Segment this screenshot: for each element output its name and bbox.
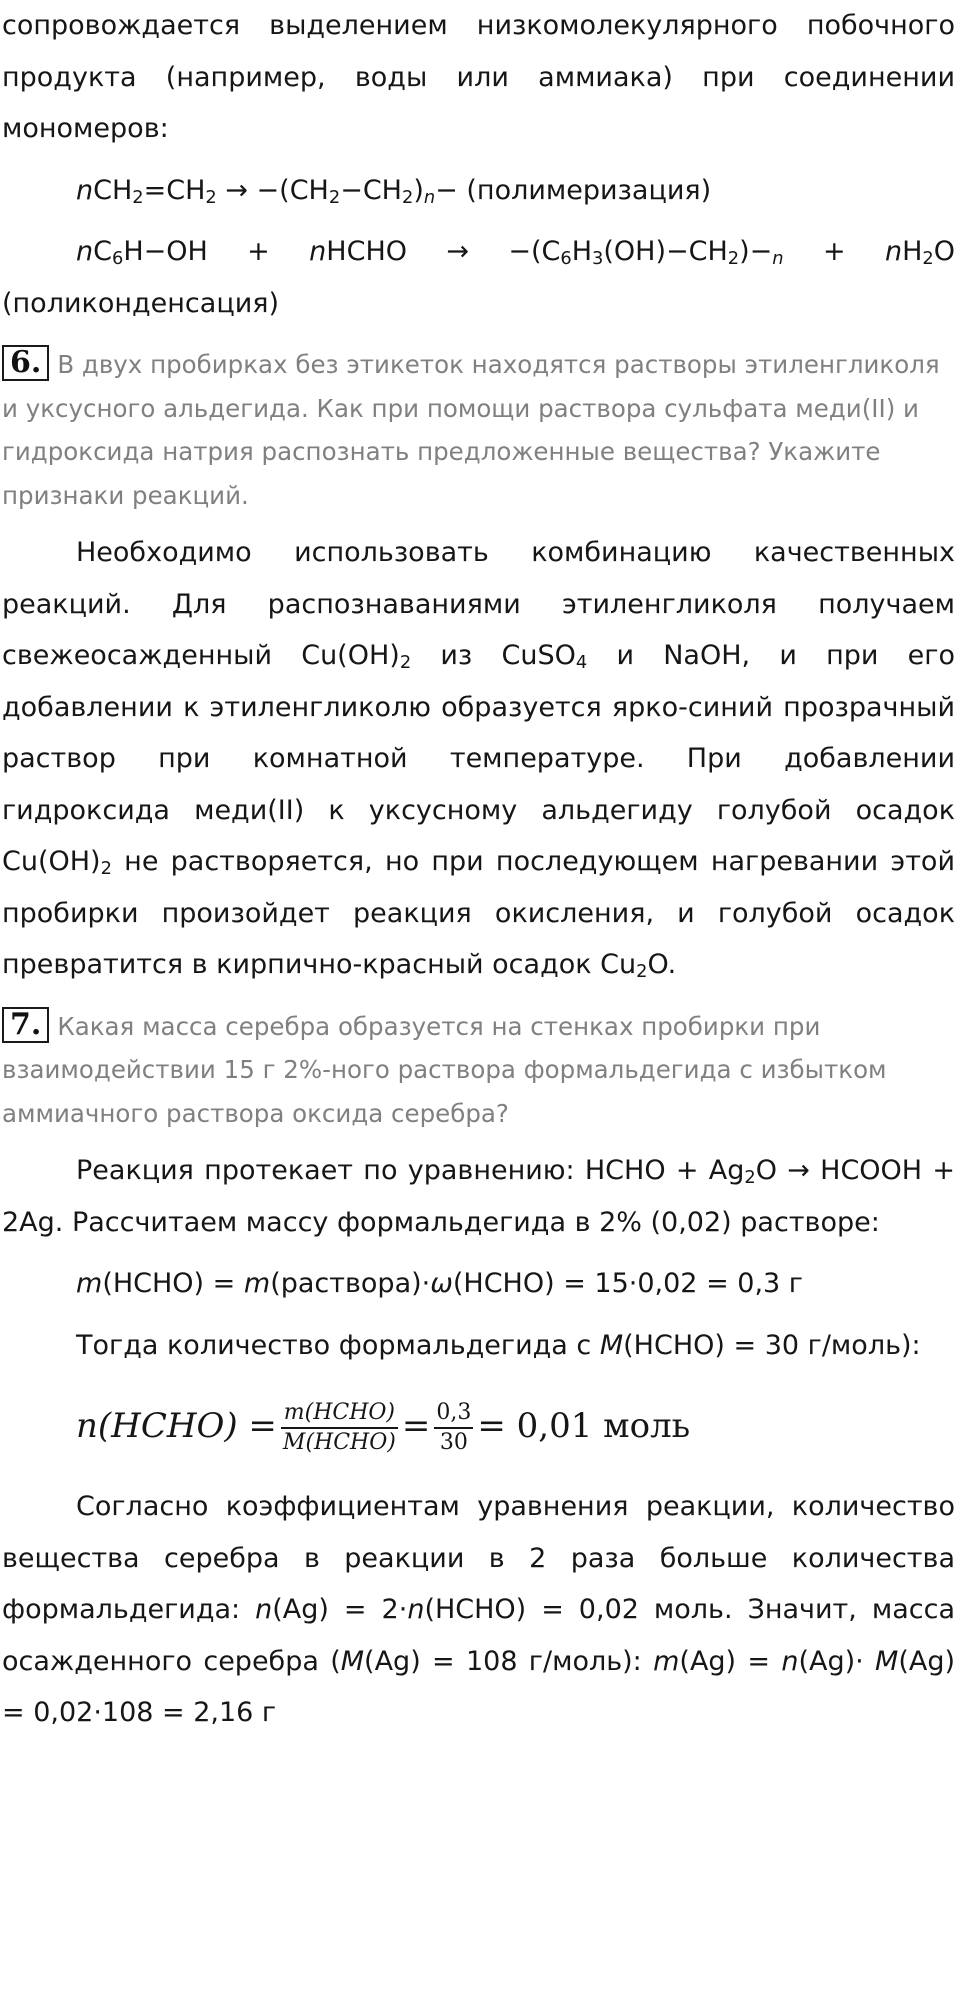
- fraction-values: [434, 1399, 473, 1457]
- var-m: m: [76, 1268, 103, 1299]
- fraction-denominator: M(HCHO): [282, 1430, 396, 1455]
- var-n: n: [255, 1594, 273, 1625]
- equals-sign: =: [401, 1406, 431, 1446]
- subscript-n: n: [772, 247, 784, 269]
- eq-part: O (поликонденсация): [2, 236, 955, 319]
- subscript-n: n: [423, 186, 436, 208]
- moles-formula: [2, 1371, 955, 1481]
- answer-text: (HCHO) = 30 г/моль):: [623, 1329, 921, 1361]
- coef-n: n: [309, 236, 327, 267]
- answer-text: Тогда количество формальдегида с: [76, 1329, 600, 1361]
- eq-part: −CH: [340, 174, 402, 206]
- coef-n: n: [76, 236, 94, 267]
- answer-7-paragraph-3: [2, 1481, 955, 1739]
- fraction-numerator: m(HCHO): [281, 1399, 398, 1429]
- eq-part: H: [571, 236, 593, 267]
- answer-text: Реакция протекает по уравнению: HCHO + Ag: [76, 1155, 745, 1186]
- answer-text: Необходимо использовать комбинацию качественных реакций. Для распознаваниями этиленгликоля получаем свежеосажденный Cu(OH): [2, 537, 955, 671]
- answer-text: (Ag) =: [679, 1645, 782, 1677]
- answer-text: Согласно коэффициентам уравнения реакции, количество вещества серебра в реакции в 2 раза больше количества формальдегида:: [2, 1491, 955, 1625]
- coef-n: n: [76, 174, 94, 206]
- var-m: m: [653, 1645, 680, 1677]
- subscript: 2: [744, 1166, 756, 1188]
- subscript: 6: [111, 247, 124, 269]
- answer-text: (HCHO) = 0,02 моль. Значит, масса осажденного серебра (: [2, 1594, 955, 1677]
- polycondensation-equation: [2, 226, 955, 329]
- formula-lhs: n(HCHO) =: [76, 1406, 277, 1446]
- eq-part: H−OH +: [123, 236, 310, 267]
- eq-part: H: [902, 236, 923, 267]
- answer-text: O → HCOOH + 2Ag. Рассчитаем массу формальдегида в 2% (0,02) растворе:: [2, 1155, 955, 1238]
- subscript: 4: [575, 651, 588, 673]
- var-M: M: [340, 1645, 365, 1677]
- eq-part: → −(CH: [216, 174, 329, 206]
- intro-paragraph: сопровождается выделением низкомолекулярного побочного продукта (например, воды или аммиака) при соединении мономеров:: [2, 10, 955, 144]
- subscript: 2: [328, 186, 341, 208]
- answer-text: из CuSO: [411, 640, 576, 671]
- eq-part: (раствора)·: [270, 1268, 431, 1299]
- subscript: 2: [922, 247, 934, 269]
- eq-part: +: [783, 236, 885, 267]
- mass-equation: [2, 1258, 955, 1310]
- answer-text: (Ag) = 0,02·108 = 2,16 г: [2, 1645, 956, 1728]
- polymerization-equation: [2, 165, 955, 217]
- eq-part: C: [93, 236, 112, 267]
- answer-text: O.: [647, 949, 677, 980]
- answer-text: и NaOH, и при его добавлении к этиленгликолю образуется ярко-синий прозрачный раствор при комнатной температуре. При добавлении гидроксида меди(II) к уксусному альдегиду голубой осадок Cu(OH): [2, 640, 955, 877]
- answer-text: (Ag) = 2·: [272, 1594, 408, 1625]
- eq-part: ): [413, 174, 424, 206]
- eq-part: =CH: [143, 174, 206, 206]
- subscript: 2: [636, 960, 648, 982]
- var-M: M: [875, 1645, 899, 1677]
- var-n: n: [407, 1594, 425, 1625]
- answer-text: (Ag)·: [798, 1645, 876, 1677]
- var-omega: ω: [430, 1268, 453, 1299]
- question-text: В двух пробирках без этикеток находятся растворы этиленгликоля и уксусного альдегида. Как при помощи раствора сульфата меди(II) и гидроксида натрия распознать предложенные вещества? Укажите признаки реакций.: [2, 350, 940, 510]
- question-number-badge: 6.: [2, 345, 49, 381]
- answer-text: (Ag) = 108 г/моль):: [364, 1645, 654, 1677]
- subscript: 2: [399, 651, 412, 673]
- question-text: Какая масса серебра образуется на стенках пробирки при взаимодействии 15 г 2%-ного раствора формальдегида с избытком аммиачного раствора оксида серебра?: [2, 1011, 887, 1128]
- var-n: n: [781, 1645, 799, 1677]
- formula-rhs: = 0,01 моль: [477, 1406, 691, 1446]
- subscript: 2: [401, 186, 414, 208]
- eq-part: HCHO → −(C: [326, 236, 561, 267]
- subscript: 2: [727, 247, 740, 269]
- fraction-denominator: 30: [439, 1430, 468, 1455]
- answer-6: [2, 527, 955, 991]
- var-M: M: [599, 1329, 624, 1361]
- coef-n: n: [884, 236, 903, 267]
- eq-part: − (полимеризация): [435, 174, 712, 206]
- answer-7-paragraph-1: [2, 1145, 955, 1248]
- subscript: 3: [592, 247, 604, 269]
- document-page: [2, 0, 955, 1739]
- eq-part: (HCHO) =: [102, 1268, 244, 1299]
- eq-part: CH: [93, 174, 133, 206]
- answer-text: не растворяется, но при последующем нагревании этой пробирки произойдет реакция окисления, и голубой осадок превратится в кирпично-красный осадок Cu: [2, 846, 955, 980]
- question-number-badge: 7.: [2, 1007, 49, 1043]
- subscript: 2: [100, 857, 112, 879]
- eq-part: (OH)−CH: [603, 236, 728, 267]
- eq-part: )−: [739, 236, 773, 267]
- fraction-m-over-M: [281, 1399, 398, 1457]
- question-7: [2, 1005, 955, 1136]
- subscript: 2: [132, 186, 144, 208]
- fraction-numerator: 0,3: [434, 1399, 473, 1429]
- answer-7-paragraph-2: [2, 1320, 955, 1372]
- eq-part: (HCHO) = 15·0,02 = 0,3 г: [452, 1268, 803, 1299]
- var-m: m: [243, 1268, 271, 1299]
- question-6: [2, 343, 955, 517]
- subscript: 2: [205, 186, 217, 208]
- subscript: 6: [560, 247, 572, 269]
